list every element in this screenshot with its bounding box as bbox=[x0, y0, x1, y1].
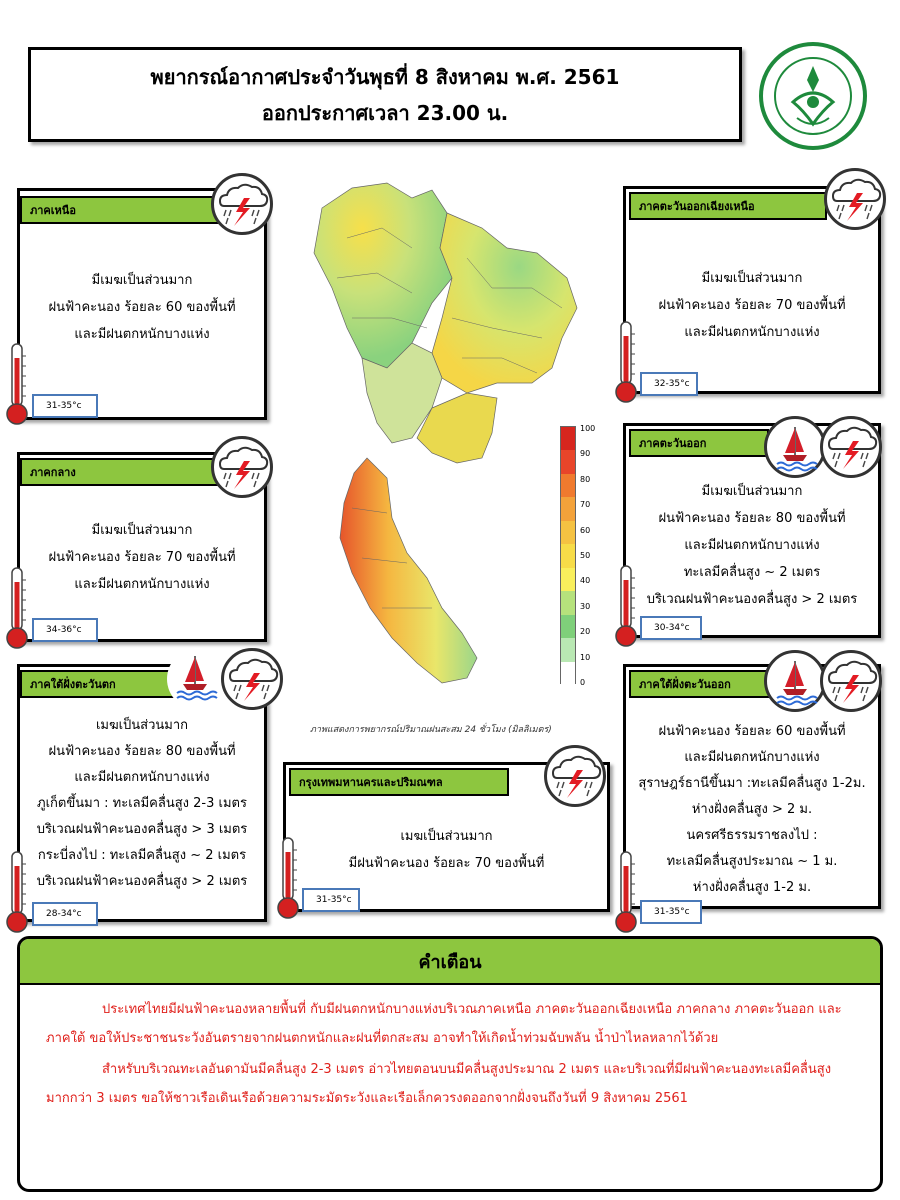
sailboat-waves-icon bbox=[764, 650, 826, 712]
region-bangkok-body bbox=[286, 823, 607, 877]
region-northeast-temp: 32-35°c bbox=[640, 372, 698, 396]
legend-color-segment bbox=[561, 450, 575, 473]
legend-label: 80 bbox=[580, 474, 591, 484]
region-south-east-body bbox=[626, 719, 878, 901]
region-northeast-line: ฝนฟ้าคะนอง ร้อยละ 70 ของพื้นที่ bbox=[658, 298, 846, 313]
region-east-body bbox=[626, 478, 878, 613]
map-region-north bbox=[314, 183, 452, 368]
legend-label: 20 bbox=[580, 627, 591, 637]
forecast-issue-time: ออกประกาศเวลา 23.00 น. bbox=[261, 100, 509, 125]
region-east-line: ทะเลมีคลื่นสูง ~ 2 เมตร bbox=[683, 565, 821, 580]
sailboat-waves-icon bbox=[764, 416, 826, 478]
region-south-west-line: และมีฝนตกหนักบางแห่ง bbox=[74, 770, 210, 785]
thermometer-icon bbox=[276, 836, 300, 922]
region-north-temp: 31-35°c bbox=[32, 394, 98, 418]
rainfall-legend bbox=[560, 426, 614, 690]
region-bangkok-line: เมฆเป็นส่วนมาก bbox=[400, 829, 493, 844]
warning-paragraph: สำหรับบริเวณทะเลอันดามันมีคลื่นสูง 2-3 เมตร อ่าวไทยตอนบนมีคลื่นสูงประมาณ 2 เมตร และบริเวณที่มีฝนฟ้าคะนองทะเลมีคลื่นสูงมากกว่า 3 เมตร ขอให้ชาวเรือเดินเรือด้วยความระมัดระวังและเรือเล็กควรงดออกจากฝั่งจนถึงวันที่ 9 สิงหาคม 2561 bbox=[46, 1062, 832, 1106]
region-south-east-line: ฝนฟ้าคะนอง ร้อยละ 60 ของพื้นที่ bbox=[658, 724, 846, 739]
region-north-line: ฝนฟ้าคะนอง ร้อยละ 60 ของพื้นที่ bbox=[48, 300, 236, 315]
warning-body bbox=[20, 985, 880, 1113]
region-south-east-temp: 31-35°c bbox=[640, 900, 702, 924]
legend-color-segment bbox=[561, 638, 575, 661]
region-south-east-line: ห่างฝั่งคลื่นสูง 1-2 ม. bbox=[692, 880, 812, 895]
legend-color-segment bbox=[561, 474, 575, 497]
region-east-line: และมีฝนตกหนักบางแห่ง bbox=[684, 538, 820, 553]
legend-label: 30 bbox=[580, 601, 591, 611]
region-northeast-line: มีเมฆเป็นส่วนมาก bbox=[701, 271, 803, 286]
legend-color-segment bbox=[561, 427, 575, 450]
legend-color-bar bbox=[560, 426, 576, 684]
region-east-line: มีเมฆเป็นส่วนมาก bbox=[701, 484, 803, 499]
region-south-west-temp: 28-34°c bbox=[32, 902, 98, 926]
thunderstorm-icon bbox=[820, 650, 882, 712]
legend-color-segment bbox=[561, 568, 575, 591]
region-south-west-line: ฝนฟ้าคะนอง ร้อยละ 80 ของพื้นที่ bbox=[48, 744, 236, 759]
region-south-west-line: กระบี่ลงไป : ทะเลมีคลื่นสูง ~ 2 เมตร bbox=[37, 848, 247, 863]
region-south-east-line: ทะเลมีคลื่นสูงประมาณ ~ 1 ม. bbox=[666, 854, 838, 869]
sailboat-waves-icon bbox=[167, 648, 229, 710]
region-south-east-line: และมีฝนตกหนักบางแห่ง bbox=[684, 750, 820, 765]
thermometer-icon bbox=[614, 564, 638, 650]
thunderstorm-icon bbox=[820, 416, 882, 478]
region-south-west-title: ภาคใต้ฝั่งตะวันตก bbox=[20, 670, 185, 698]
map-region-south bbox=[340, 458, 477, 683]
region-south-west-line: เมฆเป็นส่วนมาก bbox=[95, 718, 189, 733]
region-south-west-line: บริเวณฝนฟ้าคะนองคลื่นสูง > 2 เมตร bbox=[36, 874, 248, 889]
region-central-line: มีเมฆเป็นส่วนมาก bbox=[91, 523, 193, 538]
region-northeast-title: ภาคตะวันออกเฉียงเหนือ bbox=[629, 192, 827, 220]
region-north-title: ภาคเหนือ bbox=[20, 196, 220, 224]
region-central-title: ภาคกลาง bbox=[20, 458, 220, 486]
rainfall-forecast-map bbox=[292, 168, 592, 718]
region-bangkok-title: กรุงเทพมหานครและปริมณฑล bbox=[289, 768, 509, 796]
thunderstorm-icon bbox=[824, 168, 886, 230]
legend-label: 100 bbox=[580, 424, 596, 433]
region-south-east-line: นครศรีธรรมราชลงไป : bbox=[686, 828, 818, 843]
region-northeast-line: และมีฝนตกหนักบางแห่ง bbox=[684, 325, 820, 340]
legend-label: 10 bbox=[580, 652, 591, 662]
thunderstorm-icon bbox=[221, 648, 283, 710]
region-central-line: ฝนฟ้าคะนอง ร้อยละ 70 ของพื้นที่ bbox=[48, 550, 236, 565]
thermometer-icon bbox=[5, 566, 29, 652]
region-bangkok-line: มีฝนฟ้าคะนอง ร้อยละ 70 ของพื้นที่ bbox=[348, 856, 545, 871]
forecast-title: พยากรณ์อากาศประจำวันพุธที่ 8 สิงหาคม พ.ศ. 2561 bbox=[150, 64, 620, 89]
region-south-east-title: ภาคใต้ฝั่งตะวันออก bbox=[629, 670, 774, 698]
thermometer-icon bbox=[614, 850, 638, 936]
region-north-line: และมีฝนตกหนักบางแห่ง bbox=[74, 327, 210, 342]
legend-color-segment bbox=[561, 521, 575, 544]
region-central-temp: 34-36°c bbox=[32, 618, 98, 642]
thermometer-icon bbox=[614, 320, 638, 406]
region-north-body bbox=[20, 267, 264, 348]
warning-paragraph: ประเทศไทยมีฝนฟ้าคะนองหลายพื้นที่ กับมีฝนตกหนักบางแห่งบริเวณภาคเหนือ ภาคตะวันออกเฉียงเหนือ ภาคกลาง ภาคตะวันออก และภาคใต้ ขอให้ประชาชนระวังอันตรายจากฝนตกหนักและฝนที่ตกสะสม อาจทำให้เกิดน้ำท่วมฉับพลัน น้ำป่าไหลหลากไว้ด้วย bbox=[46, 1002, 842, 1046]
region-north-line: มีเมฆเป็นส่วนมาก bbox=[91, 273, 193, 288]
legend-color-segment bbox=[561, 615, 575, 638]
legend-label: 90 bbox=[580, 449, 591, 459]
region-central-body bbox=[20, 517, 264, 598]
legend-label: 70 bbox=[580, 500, 591, 510]
region-east-line: ฝนฟ้าคะนอง ร้อยละ 80 ของพื้นที่ bbox=[658, 511, 846, 526]
thermometer-icon bbox=[5, 342, 29, 428]
legend-label: 40 bbox=[580, 576, 591, 586]
region-central-line: และมีฝนตกหนักบางแห่ง bbox=[74, 577, 210, 592]
region-east-temp: 30-34°c bbox=[640, 616, 702, 640]
region-south-east-line: สุราษฎร์ธานีขึ้นมา :ทะเลมีคลื่นสูง 1-2ม. bbox=[638, 776, 866, 791]
map-region-northeast bbox=[432, 213, 577, 393]
legend-color-segment bbox=[561, 497, 575, 520]
region-south-west-body bbox=[20, 713, 264, 895]
legend-color-segment bbox=[561, 591, 575, 614]
thunderstorm-icon bbox=[211, 436, 273, 498]
region-south-east-line: ห่างฝั่งคลื่นสูง > 2 ม. bbox=[691, 802, 813, 817]
legend-color-segment bbox=[561, 544, 575, 567]
thermometer-icon bbox=[5, 850, 29, 936]
map-caption: ภาพแสดงการพยากรณ์ปริมาณฝนสะสม 24 ชั่วโมง (มิลลิเมตร) bbox=[310, 725, 552, 735]
region-east-line: บริเวณฝนฟ้าคะนองคลื่นสูง > 2 เมตร bbox=[646, 592, 858, 607]
region-bangkok-temp: 31-35°c bbox=[302, 888, 360, 912]
forecast-title-box bbox=[28, 47, 742, 142]
region-east-title: ภาคตะวันออก bbox=[629, 429, 769, 457]
region-south-west-line: บริเวณฝนฟ้าคะนองคลื่นสูง > 3 เมตร bbox=[36, 822, 248, 837]
legend-label: 60 bbox=[580, 525, 591, 535]
thunderstorm-icon bbox=[544, 745, 606, 807]
region-south-west-line: ภูเก็ตขึ้นมา : ทะเลมีคลื่นสูง 2-3 เมตร bbox=[37, 796, 247, 811]
legend-label: 50 bbox=[580, 551, 591, 560]
region-northeast-body bbox=[626, 265, 878, 346]
warning-panel bbox=[17, 936, 883, 1192]
meteorological-department-logo bbox=[757, 40, 869, 152]
thunderstorm-icon bbox=[211, 173, 273, 235]
warning-title: คำเตือน bbox=[20, 939, 880, 985]
legend-label: 0 bbox=[580, 678, 586, 687]
legend-color-segment bbox=[561, 662, 575, 685]
